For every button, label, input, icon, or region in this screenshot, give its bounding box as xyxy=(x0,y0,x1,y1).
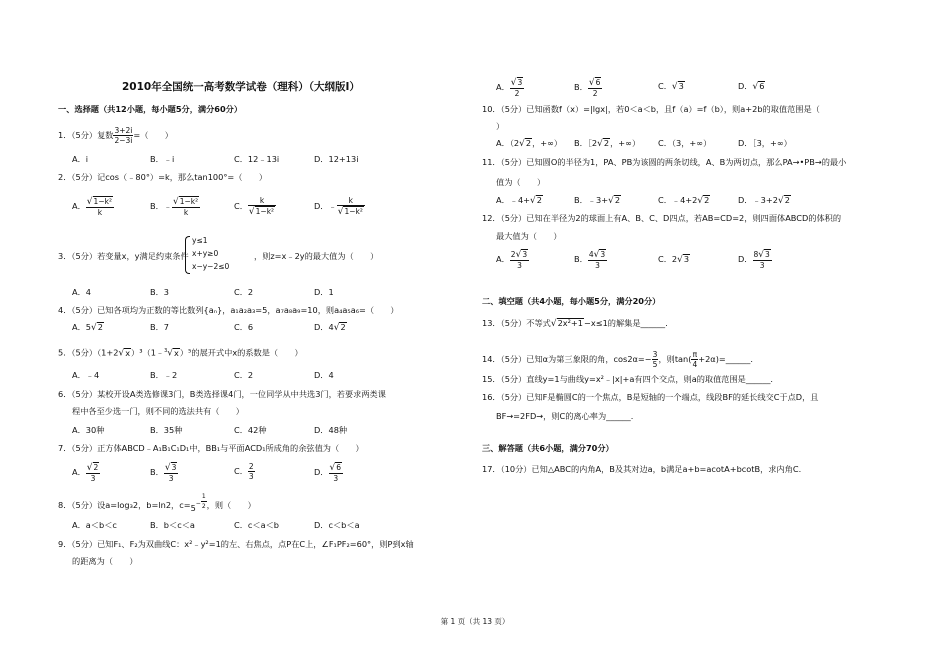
q7-option-a: A． $\frac{√2}{3}$ xyxy=(72,463,99,483)
question-6-line-2: 程中各至少选一门，则不同的选法共有（ ） xyxy=(72,406,244,416)
q10-option-a: A．（2√2，+∞） xyxy=(496,138,563,149)
q2-option-c: C． $\frac{k}{\text{√1−k²}}$ xyxy=(234,196,275,217)
page-footer: 第 1 页（共 13 页） xyxy=(440,617,510,626)
q4-option-c: C．6 xyxy=(234,322,254,332)
question-6-line-1: 6．（5分）某校开设A类选修课3门，B类选择课4门，一位同学从中共选3门，若要求两类课 xyxy=(58,389,386,399)
question-10-line-1: 10．（5分）已知函数f（x）=|lgx|，若0＜a＜b，且f（a）=f（b），则a+2b的取值范围是（ xyxy=(482,104,820,114)
question-1 xyxy=(58,126,173,145)
question-5: 5．（5分）（1+2√x）³（1﹣$^3$√x）⁵的展开式中x的系数是（ ） xyxy=(58,347,303,359)
q6-option-c: C．42种 xyxy=(234,425,267,435)
question-9-line-2: 的距离为（ ） xyxy=(72,556,138,566)
q7-option-d: D． $\frac{√6}{3}$ xyxy=(314,463,342,483)
q11-vector-product: PA→•PB→ xyxy=(782,157,822,167)
section-header-answer: 三、解答题（共6小题，满分70分） xyxy=(482,443,614,453)
q12-option-b: B． $\frac{4√3}{3}$ xyxy=(574,250,606,270)
question-7: 7．（5分）正方体ABCD﹣A₁B₁C₁D₁中，BB₁与平面ACD₁所成角的余弦值为（ ） xyxy=(58,443,364,453)
q10-option-c: C．（3，+∞） xyxy=(658,138,712,148)
q9-option-a: A． $\frac{√3}{2}$ xyxy=(496,78,523,98)
question-16-line-2: BF→=2FD→，则C的离心率为______. xyxy=(496,411,634,421)
q2-option-d: D．﹣ $\frac{k}{\text{√1−k²}}$ xyxy=(314,196,363,217)
q3-constraint-2: x+y≥0 xyxy=(192,249,219,258)
q3-brace xyxy=(185,236,190,274)
page-title: 2010年全国统一高考数学试卷（理科）（大纲版Ⅰ） xyxy=(122,81,360,93)
section-header-choice: 一、选择题（共12小题，每小题5分，满分60分） xyxy=(58,104,243,114)
question-14: 14．（5分）已知α为第三象限的角，cos2α=− $\frac{3}{5}$ ，则tan( $\frac{\pi}{4}$ +2α)=______. xyxy=(482,350,753,369)
q8-option-c: C．c＜a＜b xyxy=(234,520,279,530)
q5-option-d: D．4 xyxy=(314,370,334,380)
q9-option-c: C．√3 xyxy=(658,81,684,92)
q6-option-b: B．35种 xyxy=(150,425,183,435)
q8-option-b: B．b＜c＜a xyxy=(150,520,195,530)
q11-option-c: C．﹣4+2√2 xyxy=(658,195,710,206)
q11-option-b: B．﹣3+√2 xyxy=(574,195,621,206)
q2-option-a: A． $\frac{\text{√1−k²}}{k}$ xyxy=(72,197,112,217)
q3-option-a: A．4 xyxy=(72,287,91,297)
q1-option-c: C．12﹣13i xyxy=(234,154,280,164)
question-11-line-2: 值为（ ） xyxy=(496,177,546,187)
q12-option-c: C．2√3 xyxy=(658,254,690,265)
question-2: 2．（5分）记cos（﹣80°）=k，那么tan100°=（ ） xyxy=(58,172,268,182)
question-16-line-1: 16．（5分）已知F是椭圆C的一个焦点，B是短轴的一个端点，线段BF的延长线交C于点D，且 xyxy=(482,392,819,402)
q1-option-d: D．12+13i xyxy=(314,154,359,164)
question-8: 8．（5分）设a=log₃2，b=ln2，c=5− $\frac{1}{2}$ ，则（ ） xyxy=(58,493,256,513)
question-17: 17．（10分）已知△ABC的内角A，B及其对边a，b满足a+b=acotA+bcotB，求内角C. xyxy=(482,464,802,474)
q3-constraint-1: y≤1 xyxy=(192,236,208,245)
q4-option-b: B．7 xyxy=(150,322,170,332)
q4-option-d: D．4√2 xyxy=(314,322,346,333)
q8-option-a: A．a＜b＜c xyxy=(72,520,117,530)
q11-option-d: D．﹣3+2√2 xyxy=(738,195,790,206)
q10-option-b: B．［2√2，+∞） xyxy=(574,138,641,149)
question-10-line-2: ） xyxy=(496,121,505,131)
q1-fraction: $\frac{3+2i}{2-3i}$ xyxy=(114,126,133,145)
question-4: 4．（5分）已知各项均为正数的等比数列{aₙ}，a₁a₂a₃=5，a₇a₈a₉=10，则a₄a₅a₆=（ ） xyxy=(58,305,399,315)
question-13: 13．（5分）不等式√2x²+1−x≤1的解集是______. xyxy=(482,318,668,329)
q9-option-d: D．√6 xyxy=(738,81,765,92)
q1-stem: 1．（5分）复数 xyxy=(58,130,114,140)
q1-option-a: A．i xyxy=(72,154,89,164)
q7-option-c: C． $\frac{2}{3}$ xyxy=(234,462,254,481)
q6-option-d: D．48种 xyxy=(314,425,348,435)
q3-option-b: B．3 xyxy=(150,287,170,297)
q9-option-b: B． $\frac{√6}{2}$ xyxy=(574,78,601,98)
q6-option-a: A．30种 xyxy=(72,425,105,435)
question-12-line-2: 最大值为（ ） xyxy=(496,231,562,241)
question-15: 15．（5分）直线y=1与曲线y=x²﹣|x|+a有四个交点，则a的取值范围是______. xyxy=(482,374,774,384)
q1-tail: =（ ） xyxy=(133,130,173,140)
q8-option-d: D．c＜b＜a xyxy=(314,520,360,530)
q10-option-d: D．［3，+∞） xyxy=(738,138,792,148)
section-header-fill: 二、填空题（共4小题，每小题5分，满分20分） xyxy=(482,296,661,306)
q12-option-a: A． $\frac{2√3}{3}$ xyxy=(496,250,528,270)
q4-option-a: A．5√2 xyxy=(72,322,103,333)
q3-tail: ，则z=x﹣2y的最大值为（ ） xyxy=(254,251,379,261)
q1-option-b: B．﹣i xyxy=(150,154,175,164)
q16-vector-equation: BF→=2FD→ xyxy=(496,411,544,421)
q5-option-b: B．﹣2 xyxy=(150,370,178,380)
question-12-line-1: 12．（5分）已知在半径为2的球面上有A、B、C、D四点，若AB=CD=2，则四面体ABCD的体积的 xyxy=(482,213,842,223)
q3-stem: 3．（5分）若变量x，y满足约束条件 xyxy=(58,251,189,261)
q12-option-d: D． $\frac{8√3}{3}$ xyxy=(738,250,770,270)
q3-constraint-3: x−y−2≤0 xyxy=(192,262,230,271)
q3-option-d: D．1 xyxy=(314,287,334,297)
q8-c-base: 5 xyxy=(190,503,196,513)
question-9-line-1: 9．（5分）已知F₁、F₂为双曲线C：x²﹣y²=1的左、右焦点，点P在C上，∠F₁PF₂=60°，则P到x轴 xyxy=(58,539,414,549)
q2-option-b: B．﹣ $\frac{\text{√1−k²}}{k}$ xyxy=(150,197,199,217)
q5-option-c: C．2 xyxy=(234,370,254,380)
question-11-line-1: 11．（5分）已知圆O的半径为1，PA、PB为该圆的两条切线，A、B为两切点，那么PA→•PB→的最小 xyxy=(482,157,847,167)
q11-option-a: A．﹣4+√2 xyxy=(496,195,543,206)
q5-option-a: A．﹣4 xyxy=(72,370,100,380)
q3-option-c: C．2 xyxy=(234,287,254,297)
q7-option-b: B． $\frac{√3}{3}$ xyxy=(150,463,177,483)
